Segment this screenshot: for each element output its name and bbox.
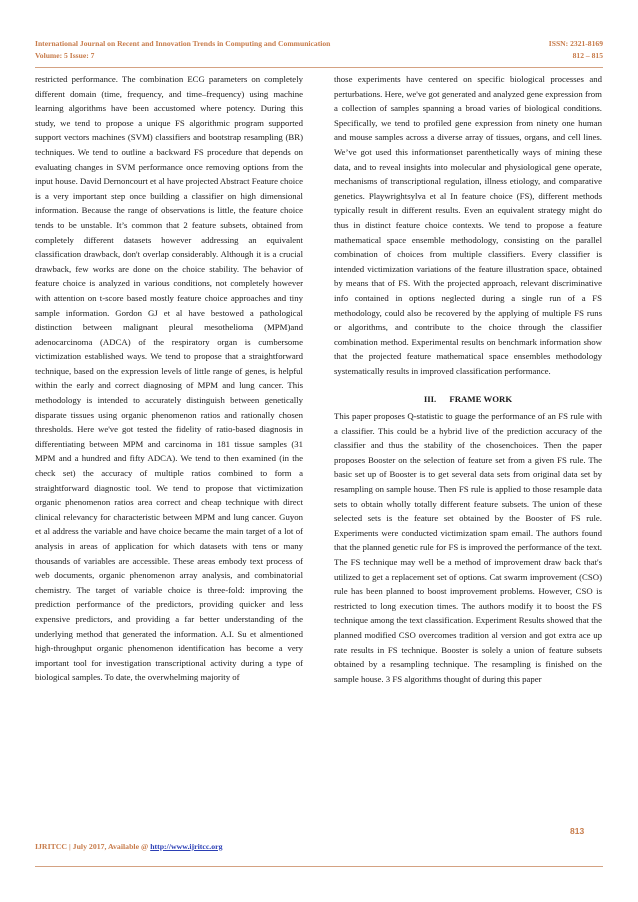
footer-rule	[35, 866, 603, 867]
journal-volume: Volume: 5 Issue: 7	[35, 51, 95, 60]
journal-title: International Journal on Recent and Innovation Trends in Computing and Communication	[35, 39, 331, 48]
footer	[35, 842, 223, 851]
journal-info	[35, 38, 415, 62]
right-column	[334, 72, 602, 686]
journal-pages: 812 – 815	[572, 51, 603, 60]
journal-issn: ISSN: 2321-8169	[548, 39, 603, 48]
body-paragraph: those experiments have centered on specific biological processes and perturbations. Here, we've got generated and analyzed gene expression from a collection of samples spanning a broad varies of biological conditions. Specifically, we tend to profiled gene expression from ninety one human and mouse samples across a diverse array of tissues, organs, and cell lines. We’ve got used this informationset parenthetically ways of mining these data, and to reveal insights into molecular and physiological gene operate, mechanisms of transcriptional regulation, illness etiology, and comparative genetics. Playwrightsylva et al In feature choice (FS), different methods typically result in different results. Even an equivalent strategy might do thus in distinct feature choice contexts. We tend to propose a feature mathematical space ensemble methodology, consisting on the parallel combination of choices from multiple classifiers. Every classifier is intended victimization variations of the feature illustration space, obtained by means that of FS. With the projected approach, relevant discriminative info contained in options neglected during a single run of a FS methodology, could also be recovered by the applying of multiple FS runs or algorithms, and contribute to the choice through the classifier combination method. Experimental results on benchmark information show that the projected feature mathematical space ensembles methodology systematically results in improved classification performance.	[334, 74, 602, 376]
body-paragraph: This paper proposes Q-statistic to guage the performance of an FS rule with a classifier. This could be a hybrid live of the prediction accuracy of the classifier and thus the stability of the chosenchoices. Then the paper proposes Booster on the selection of feature set from a given FS rule. The basic set up of Booster is to get several data sets from original data set by resampling on sample house. Then FS rule is applied to those resample data sets to obtain wholly totally different feature subsets. The union of these selected sets is the feature set obtained by the Booster of FS rule. Experiments were conducted victimization spam email. The authors found that the planned genetic rule for FS is improved the performance of the text. The FS technique may well be a method of improvement draw back that's utilized to get a replacement set of options. Cat swarm improvement (CSO) rule has been planned to boost improvement problems. However, CSO is restricted to long execution times. The authors modify it to boost the FS technique among the text classification. Experiment Results showed that the planned modified CSO overcomes tradition al version and got extra ace up rate results in FS technique. Booster is solely a union of feature subsets obtained by a resampling technique. The resampling is finished on the sample house. 3 FS algorithms thought of during this paper	[334, 411, 602, 684]
left-column	[35, 72, 303, 685]
body-paragraph: restricted performance. The combination ECG parameters on completely different domain (time, frequency, and time–frequency) using machine learning algorithms have been accustomed where potency. During this study, we tend to propose a unique FS algorithmic program supported support vectors machines (SVM) classifiers and bootstrap resampling (BR) techniques. We tend to outline a backward FS procedure that depends on evaluating changes in SVM performance once removing options from the input house. David Dernoncourt et al have projected Abstract Feature choice is a very important step once building a classifier on high dimensional information. Because the range of observations is little, the feature choice tends to be unstable. It’s common that 2 feature subsets, obtained from completely different datasets however addressing an equivalent classification drawback, don't overlap considerably. Although it is a crucial drawback, few works are done on the choice stability. The behavior of feature choice is analyzed in various conditions, not completely however with attention on t-score based mostly feature choice approaches and tiny sample information. Gordon GJ et al have bestowed a pathological distinction between malignant pleural mesothelioma (MPM)and adenocarcinoma (ADCA) of the respiratory organ is cumbersome victimization established ways. We tend to propose that a straightforward technique, based on the expression levels of little range of genes, is helpful within the early and correct diagnosing of MPM and lung cancer. This methodology is intended to accurately distinguish between genetically disparate tissues using organic phenomenon ratios and rationally chosen thresholds. Here we've got tested the fidelity of ratio-based diagnosis in differentiating between MPM and carcinoma in 181 tissue samples (31 MPM and a hundred and fifty ADCA). We tend to then examined (in the check set) the accuracy of multiple ratios combined to form a straightforward diagnostic tool. We tend to propose that victimization organic phenomenon ratios area correct and cheap technique with direct clinical relevancy for characteristic between MPM and lung cancer. Guyon et al address the variable and have choice became the main target of a lot of analysis in areas of application for which datasets with tens or many thousands of variables are accessible. These areas embody text process of web documents, organic phenomenon array analysis, and combinatorial chemistry. The target of variable choice is three-fold: improving the prediction performance of the predictors, providing quicker and less expensive predictors, and providing a far better understanding of the underlying method that generated the information. A.I. Su et almentioned high-throughput organic phenomenon identification has become a very important tool for investigation transcriptional activity during a type of biological samples. To date, the overwhelming majority of	[35, 74, 303, 683]
journal-issn-info	[463, 38, 603, 62]
section-heading: III. FRAME WORK	[423, 394, 513, 405]
running-header	[35, 38, 603, 68]
page-number: 813	[570, 826, 585, 836]
footer-text: IJRITCC | July 2017, Available @	[35, 842, 151, 851]
footer-link[interactable]: http://www.ijritcc.org	[150, 842, 223, 851]
header-rule	[35, 67, 603, 68]
